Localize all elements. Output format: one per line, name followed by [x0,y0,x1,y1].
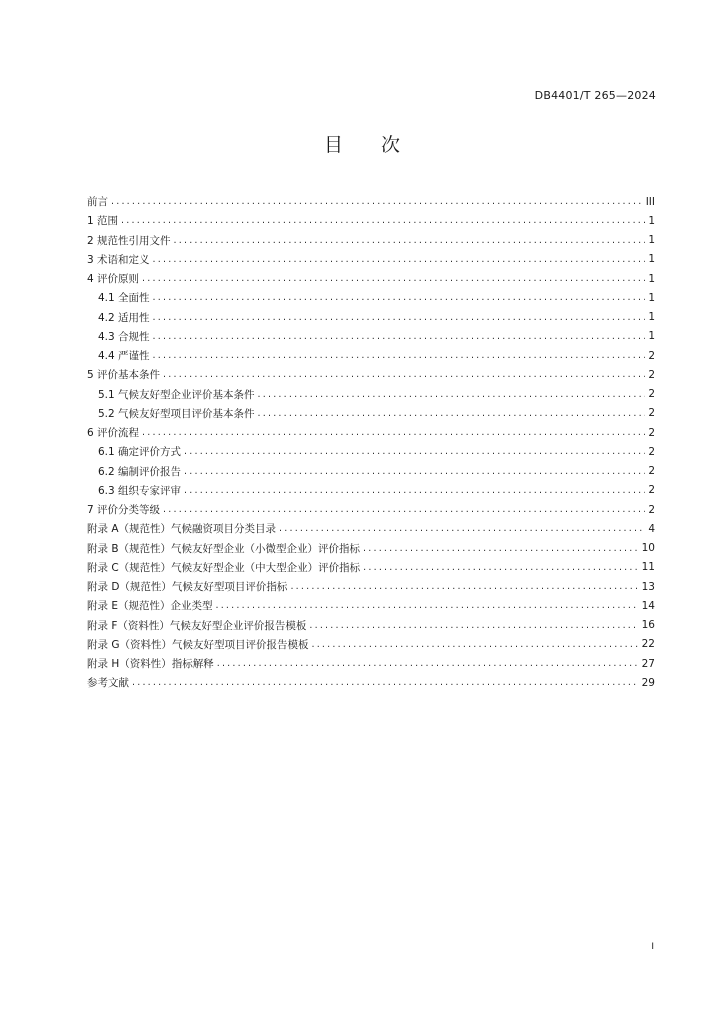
toc-dot-leader [153,312,646,323]
toc-entry-page: 2 [648,465,655,478]
toc-entry-label: 附录 E（规范性）企业类型 [87,600,213,613]
toc-entry-label: 5 评价基本条件 [87,369,161,382]
toc-dot-leader [363,562,638,573]
toc-dot-leader [153,331,646,342]
toc-entry[interactable] [87,423,655,442]
toc-entry-page: 1 [648,291,655,304]
toc-entry-label: 7 评价分类等级 [87,504,161,517]
toc-dot-leader [309,620,638,631]
toc-entry[interactable] [87,231,655,250]
toc-entry-page: 2 [648,503,655,516]
toc-entry-page: 2 [648,484,655,497]
toc-entry-page: 27 [641,657,655,670]
toc-entry[interactable] [87,539,655,558]
toc-dot-leader [174,235,646,246]
toc-entry-label: 附录 H（资料性）指标解释 [87,658,214,671]
toc-entry[interactable] [87,288,655,307]
toc-entry[interactable] [87,308,655,327]
toc-entry[interactable] [87,616,655,635]
toc-entry-page: 11 [641,561,655,574]
toc-dot-leader [290,581,638,592]
toc-dot-leader [153,350,646,361]
toc-entry-page: 2 [648,426,655,439]
toc-dot-leader [142,273,645,284]
toc-entry-page: 29 [641,676,655,689]
toc-entry-label: 附录 A（规范性）气候融资项目分类目录 [87,523,277,536]
toc-entry-label: 6.2 编制评价报告 [98,465,182,478]
toc-dot-leader [153,254,646,265]
toc-dot-leader [184,485,645,496]
toc-entry-label: 5.2 气候友好型项目评价基本条件 [98,407,255,420]
toc-entry-page: 1 [648,234,655,247]
toc-entry-page: 4 [648,522,655,535]
toc-entry-page: 2 [648,445,655,458]
toc-dot-leader [111,196,643,207]
toc-entry-page: 14 [641,599,655,612]
toc-entry[interactable] [87,269,655,288]
toc-entry[interactable] [87,327,655,346]
toc-entry-page: 1 [648,253,655,266]
toc-dot-leader [184,446,645,457]
toc-entry-label: 6.1 确定评价方式 [98,446,182,459]
toc-entry-page: III [645,195,655,208]
toc-entry-label: 6 评价流程 [87,427,140,440]
toc-dot-leader [153,292,646,303]
toc-entry[interactable] [87,404,655,423]
toc-entry-label: 附录 C（规范性）气候友好型企业（中大型企业）评价指标 [87,561,361,574]
toc-entry-page: 13 [641,580,655,593]
toc-entry[interactable] [87,192,655,211]
toc-entry-label: 前言 [87,196,108,209]
toc-entry-label: 4.3 合规性 [98,330,150,343]
toc-entry[interactable] [87,365,655,384]
toc-entry-label: 6.3 组织专家评审 [98,484,182,497]
toc-dot-leader [215,600,638,611]
toc-entry[interactable] [87,211,655,230]
toc-dot-leader [363,543,639,554]
toc-entry-label: 附录 D（规范性）气候友好型项目评价指标 [87,581,288,594]
toc-entry[interactable] [87,481,655,500]
toc-entry[interactable] [87,596,655,615]
toc-entry[interactable] [87,346,655,365]
toc-entry-label: 3 术语和定义 [87,253,150,266]
toc-entry[interactable] [87,558,655,577]
toc-dot-leader [258,408,646,419]
toc-entry[interactable] [87,673,655,692]
toc-entry[interactable] [87,500,655,519]
toc-entry-page: 2 [648,368,655,381]
toc-entry-page: 16 [641,619,655,632]
toc-entry-label: 4.1 全面性 [98,292,150,305]
toc-entry[interactable] [87,250,655,269]
toc-entry-page: 10 [641,542,655,555]
toc-entry-page: 1 [648,214,655,227]
toc-entry-label: 4 评价原则 [87,273,140,286]
document-code: DB4401/T 265—2024 [534,89,656,102]
toc-entry-page: 2 [648,407,655,420]
toc-entry-label: 附录 B（规范性）气候友好型企业（小微型企业）评价指标 [87,542,361,555]
toc-entry[interactable] [87,635,655,654]
toc-entry-page: 2 [648,388,655,401]
toc-entry-label: 4.2 适用性 [98,311,150,324]
toc-entry-page: 22 [641,638,655,651]
table-of-contents [87,192,655,693]
toc-entry[interactable] [87,442,655,461]
toc-entry-label: 5.1 气候友好型企业评价基本条件 [98,388,255,401]
toc-dot-leader [217,658,639,669]
toc-dot-leader [184,466,645,477]
toc-dot-leader [258,389,646,400]
toc-entry-label: 参考文献 [87,677,129,690]
toc-dot-leader [163,504,645,515]
toc-entry-page: 1 [648,330,655,343]
toc-entry-page: 2 [648,349,655,362]
toc-entry[interactable] [87,519,655,538]
toc-entry-label: 2 规范性引用文件 [87,234,171,247]
toc-dot-leader [132,677,639,688]
page-number: I [651,942,654,952]
toc-entry-label: 1 范围 [87,215,119,228]
toc-dot-leader [279,523,645,534]
toc-entry-page: 1 [648,272,655,285]
toc-entry-label: 附录 G（资料性）气候友好型项目评价报告模板 [87,638,309,651]
toc-entry[interactable] [87,385,655,404]
toc-entry-label: 4.4 严谨性 [98,350,150,363]
toc-entry-label: 附录 F（资料性）气候友好型企业评价报告模板 [87,619,307,632]
toc-dot-leader [121,215,645,226]
page-title: 目 次 [323,134,400,156]
toc-dot-leader [142,427,645,438]
toc-entry[interactable] [87,654,655,673]
toc-dot-leader [163,369,645,380]
toc-dot-leader [311,639,638,650]
toc-entry[interactable] [87,577,655,596]
toc-entry-page: 1 [648,311,655,324]
toc-entry[interactable] [87,462,655,481]
